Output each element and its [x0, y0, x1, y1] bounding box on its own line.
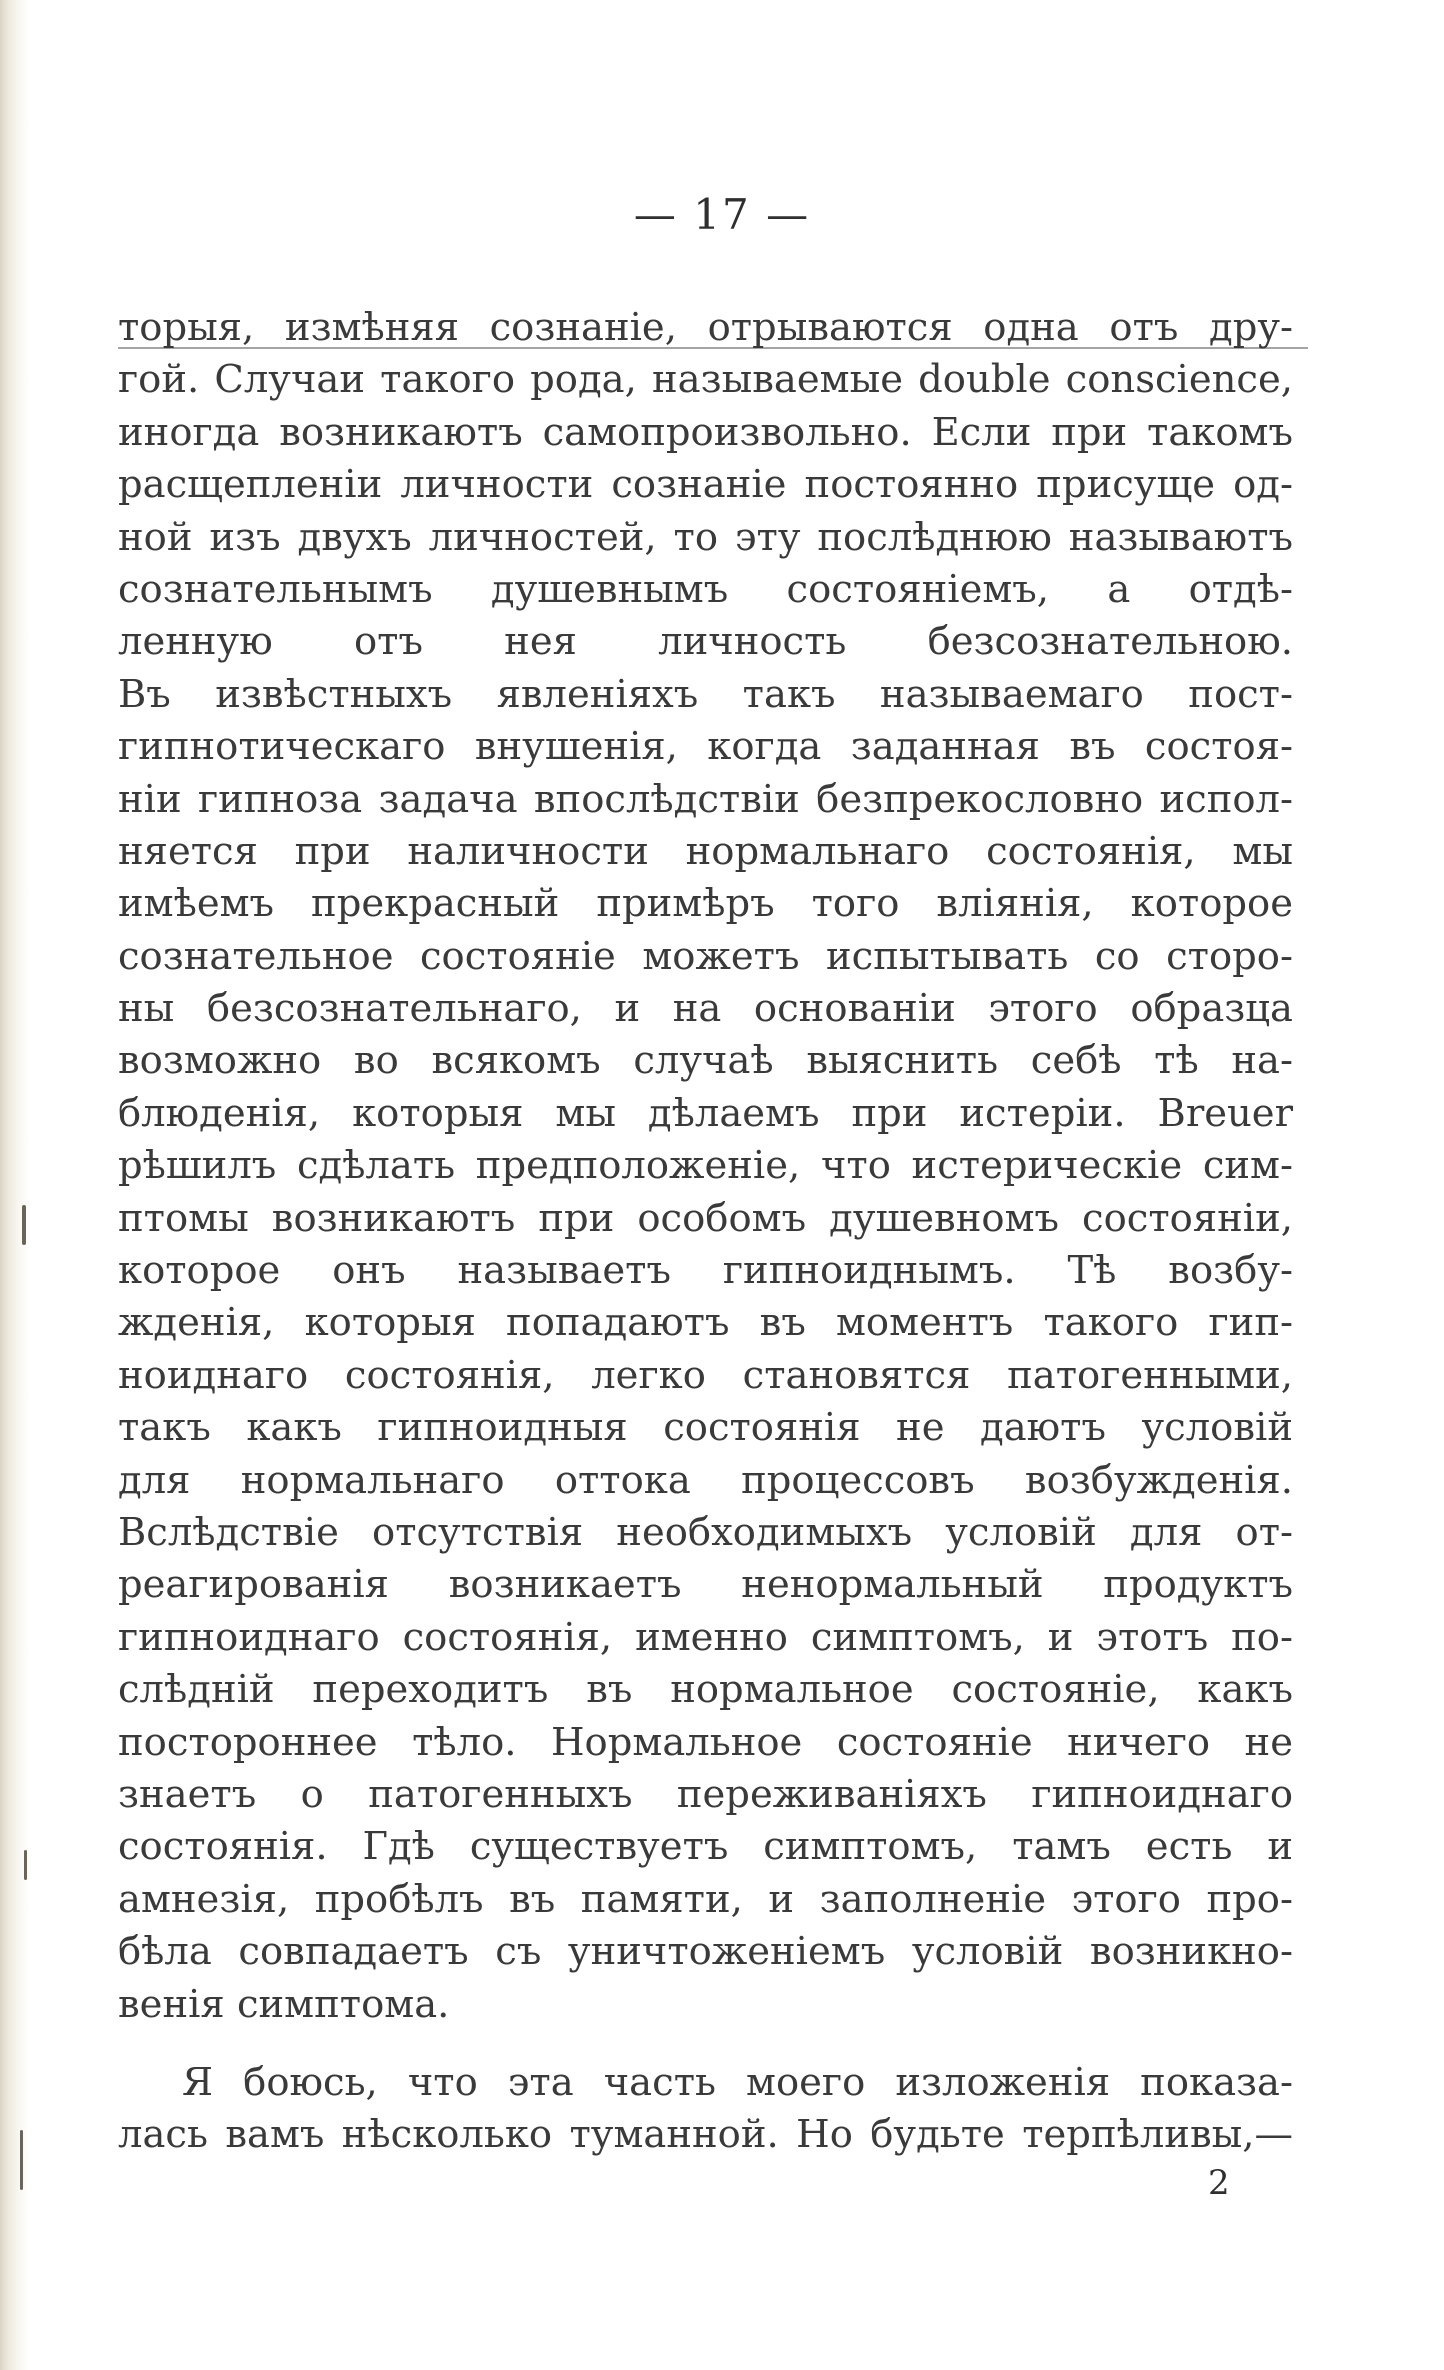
signature-mark: 2	[1208, 2163, 1230, 2203]
scan-speck	[22, 1205, 26, 1245]
text-line: сознательное состояніе можетъ испытывать со сторо-	[118, 933, 1293, 979]
text-line: гипноиднаго состоянія, именно симптомъ, и этотъ по-	[118, 1614, 1293, 1660]
text-line: возможно во всякомъ случаѣ выяснить себѣ тѣ на-	[118, 1038, 1293, 1084]
text-line: иногда возникаютъ самопроизвольно. Если при такомъ	[118, 409, 1293, 455]
text-line: имѣемъ прекрасный примѣръ того вліянія, которое	[118, 881, 1293, 927]
text-line: торыя, измѣняя сознаніе, отрываются одна отъ дру-	[118, 305, 1293, 350]
text-line: Въ извѣстныхъ явленіяхъ такъ называемаго пост-	[118, 671, 1293, 717]
text-line: Я боюсь, что эта часть моего изложенія показа-	[182, 2059, 1293, 2105]
text-line: состоянія. Гдѣ существуетъ симптомъ, тамъ есть и	[118, 1824, 1293, 1870]
text-line: ніи гипноза задача впослѣдствіи безпрекословно испол-	[118, 776, 1293, 822]
scan-binding-shadow	[0, 0, 30, 2370]
text-line: реагированія возникаетъ ненормальный продуктъ	[118, 1562, 1293, 1608]
text-line: лась вамъ нѣсколько туманной. Но будьте терпѣливы,—	[118, 2112, 1293, 2158]
text-line: слѣдній переходитъ въ нормальное состояніе, какъ	[118, 1667, 1293, 1713]
body-text	[118, 302, 1293, 2162]
text-line: расщепленіи личности сознаніе постоянно присуще од-	[118, 462, 1293, 508]
text-line: гипнотическаго внушенія, когда заданная въ состоя-	[118, 724, 1293, 770]
text-line: ноиднаго состоянія, легко становятся патогенными,	[118, 1352, 1293, 1398]
text-line: сознательнымъ душевнымъ состояніемъ, а отдѣ-	[118, 566, 1293, 612]
scan-speck	[20, 2130, 23, 2190]
paragraph-gap	[118, 2031, 1293, 2057]
text-line: которое онъ называетъ гипноиднымъ. Тѣ возбу-	[118, 1248, 1293, 1294]
text-line: блюденія, которыя мы дѣлаемъ при истеріи. Breuer	[118, 1090, 1293, 1136]
text-line: няется при наличности нормальнаго состоянія, мы	[118, 828, 1293, 874]
text-line: бѣла совпадаетъ съ уничтоженіемъ условій возникно-	[118, 1929, 1293, 1975]
text-line: такъ какъ гипноидныя состоянія не даютъ условій	[118, 1405, 1293, 1451]
text-line: венія симптома.	[118, 1981, 450, 2027]
text-line: для нормальнаго оттока процессовъ возбужденія.	[118, 1457, 1293, 1503]
text-line: жденія, которыя попадаютъ въ моментъ такого гип-	[118, 1300, 1293, 1346]
text-line: рѣшилъ сдѣлать предположеніе, что истерическіе сим-	[118, 1143, 1293, 1189]
text-line: птомы возникаютъ при особомъ душевномъ состояніи,	[118, 1195, 1293, 1241]
running-page-number: — 17 —	[633, 190, 811, 239]
text-line: амнезія, пробѣлъ въ памяти, и заполненіе этого про-	[118, 1876, 1293, 1922]
text-line: Вслѣдствіе отсутствія необходимыхъ условій для от-	[118, 1509, 1293, 1555]
text-line: постороннее тѣло. Нормальное состояніе ничего не	[118, 1719, 1293, 1765]
text-line: ленную отъ нея личность безсознательною.	[118, 619, 1293, 665]
text-line: ны безсознательнаго, и на основаніи этого образца	[118, 986, 1293, 1032]
text-line: гой. Случаи такого рода, называемые double conscience,	[118, 357, 1293, 403]
text-line: ной изъ двухъ личностей, то эту послѣднюю называютъ	[118, 514, 1293, 560]
scan-speck	[24, 1850, 27, 1880]
text-line: знаетъ о патогенныхъ переживаніяхъ гипноиднаго	[118, 1771, 1293, 1817]
